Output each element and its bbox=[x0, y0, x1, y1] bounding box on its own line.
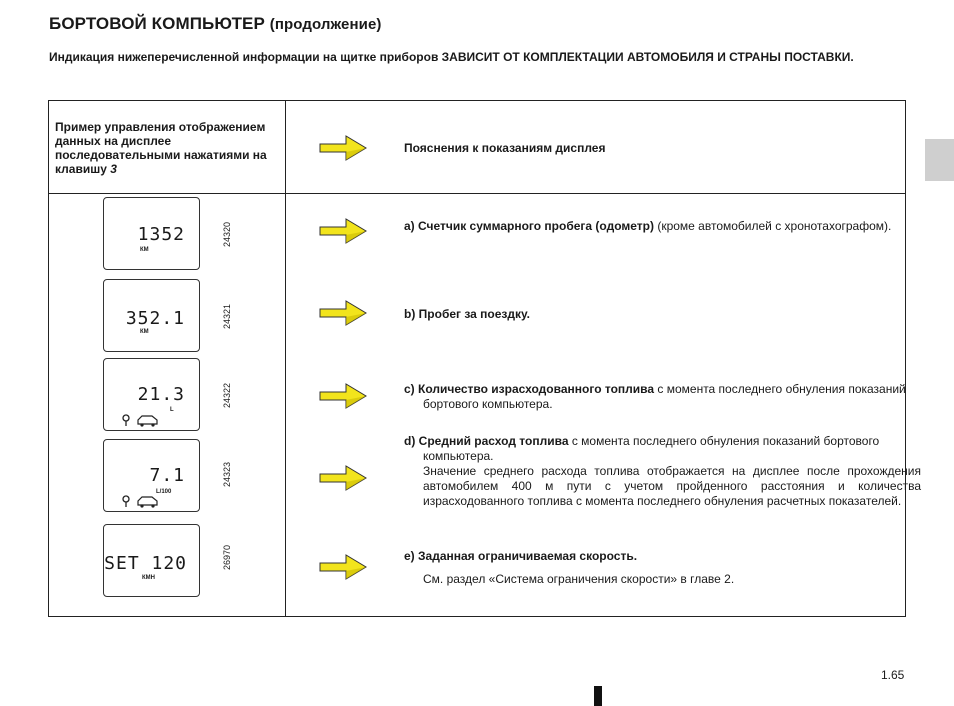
lcd-unit: КМ bbox=[140, 247, 149, 253]
lcd-value: 21.3 bbox=[137, 384, 185, 405]
lcd-unit: L/100 bbox=[156, 489, 172, 495]
explanation-speed-limit-note: См. раздел «Система ограничения скорости» в главе 2. bbox=[423, 572, 735, 586]
section-tab-marker bbox=[925, 139, 954, 181]
page-number: 1.65 bbox=[881, 668, 905, 682]
figure-code: 24322 bbox=[222, 382, 232, 408]
header-left-key: 3 bbox=[110, 162, 117, 176]
explanation-odometer: a) Счетчик суммарного пробега (одометр) (кроме автомобилей с хронотахографом). bbox=[404, 219, 892, 233]
lcd-unit: КМН bbox=[142, 575, 155, 581]
yellow-arrow-icon bbox=[318, 552, 368, 582]
lcd-unit: КМ bbox=[140, 329, 149, 335]
fuel-car-icon bbox=[122, 413, 162, 427]
table-header-left bbox=[55, 120, 275, 176]
lcd-value: 1352 bbox=[137, 224, 185, 245]
lcd-display-speed-limit bbox=[103, 524, 200, 597]
lcd-value: 352.1 bbox=[125, 308, 185, 329]
table-divider-vertical bbox=[285, 100, 286, 617]
lcd-display-avg-consumption bbox=[103, 439, 200, 512]
explanation-avg-consumption: d) Средний расход топлива с момента последнего обнуления показаний бортового компьютера. bbox=[404, 434, 880, 463]
lcd-unit: L bbox=[170, 407, 174, 413]
figure-code: 24321 bbox=[222, 303, 232, 329]
table-divider-horizontal bbox=[48, 193, 906, 194]
explanation-avg-consumption-note: Значение среднего расхода топлива отображается на дисплее после прохождения автомобилем 400 м пути с учетом пройденного расстояния и количества израсходованного топлива с момента последнего обнуления расчетных показателей. bbox=[423, 464, 921, 508]
lcd-value: 7.1 bbox=[149, 465, 185, 486]
figure-code: 24320 bbox=[222, 221, 232, 247]
header-left-text: Пример управления отображением данных на дисплее последовательными нажатиями на клавишу bbox=[55, 120, 267, 176]
explanation-speed-limit: e) Заданная ограничиваемая скорость. bbox=[404, 549, 638, 563]
table-header-right: Пояснения к показаниям дисплея bbox=[404, 141, 606, 155]
lcd-display-odometer bbox=[103, 197, 200, 270]
lcd-display-trip bbox=[103, 279, 200, 352]
figure-code: 26970 bbox=[222, 544, 232, 570]
yellow-arrow-icon bbox=[318, 216, 368, 246]
intro-text: Индикация нижеперечисленной информации на щитке приборов ЗАВИСИТ ОТ КОМПЛЕКТАЦИИ АВТОМОБИЛЯ И СТРАНЫ ПОСТАВКИ. bbox=[49, 50, 854, 64]
title-subtitle: (продолжение) bbox=[269, 16, 382, 33]
figure-code: 24323 bbox=[222, 461, 232, 487]
lcd-value: SET 120 bbox=[104, 553, 187, 574]
yellow-arrow-icon bbox=[318, 381, 368, 411]
page-title bbox=[49, 14, 382, 34]
fuel-car-icon bbox=[122, 494, 162, 508]
yellow-arrow-icon bbox=[318, 133, 368, 163]
lcd-display-fuel-used bbox=[103, 358, 200, 431]
explanation-trip: b) Пробег за поездку. bbox=[404, 307, 530, 321]
explanation-fuel-used: c) Количество израсходованного топлива с момента последнего обнуления показаний бортового компьютера. bbox=[404, 382, 906, 411]
title-text: БОРТОВОЙ КОМПЬЮТЕР bbox=[49, 14, 265, 33]
yellow-arrow-icon bbox=[318, 298, 368, 328]
yellow-arrow-icon bbox=[318, 463, 368, 493]
print-mark bbox=[594, 686, 602, 706]
